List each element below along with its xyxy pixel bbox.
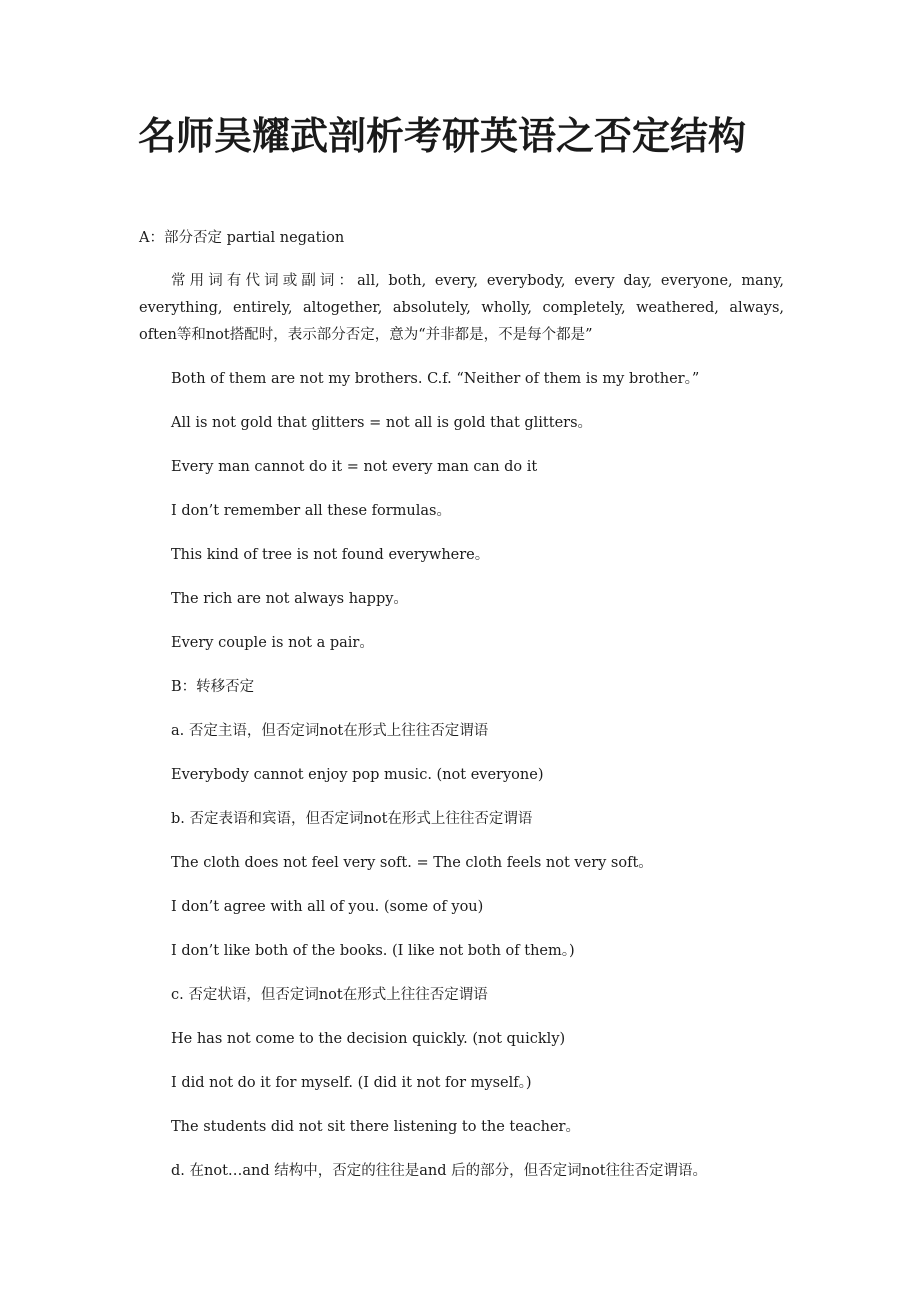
example-line: He has not come to the decision quickly. (not quickly) — [171, 1031, 566, 1047]
section-b-heading: B：转移否定 — [171, 679, 255, 695]
example-line: The cloth does not feel very soft. = The cloth feels not very soft。 — [171, 855, 653, 871]
example-line: Everybody cannot enjoy pop music. (not everyone) — [171, 767, 544, 783]
subsection-heading: a. 否定主语，但否定词not在形式上往往否定谓语 — [171, 723, 489, 739]
example-line: This kind of tree is not found everywhere。 — [171, 547, 490, 563]
section-a-heading: A：部分否定 partial negation — [139, 230, 345, 246]
example-line: Both of them are not my brothers. C.f. “Neither of them is my brother。” — [171, 371, 700, 387]
example-line: I did not do it for myself. (I did it not for myself。) — [171, 1075, 532, 1091]
example-line: I don’t agree with all of you. (some of you) — [171, 899, 484, 915]
example-line: Every couple is not a pair。 — [171, 635, 374, 651]
example-line: The rich are not always happy。 — [171, 591, 408, 607]
subsection-heading: c. 否定状语，但否定词not在形式上往往否定谓语 — [171, 987, 488, 1003]
section-a-intro: 常用词有代词或副词：all, both, every, everybody, every day, everyone, many, everything, entirely, altogether, absolutely, wholly, completely, weathered, always, often等和not搭配时，表示部分否定，意为“并非都是，不是每个都是” — [139, 273, 784, 343]
subsection-heading: d. 在not…and 结构中，否定的往往是and 后的部分，但否定词not往往否定谓语。 — [171, 1163, 708, 1179]
example-line: The students did not sit there listening to the teacher。 — [171, 1119, 580, 1135]
example-line: Every man cannot do it = not every man can do it — [171, 459, 538, 475]
subsection-heading: b. 否定表语和宾语，但否定词not在形式上往往否定谓语 — [171, 811, 533, 827]
example-line: I don’t like both of the books. (I like not both of them。) — [171, 943, 575, 959]
example-line: I don’t remember all these formulas。 — [171, 503, 451, 519]
example-line: All is not gold that glitters = not all is gold that glitters。 — [171, 415, 593, 431]
page-title: 名师吴耀武剖析考研英语之否定结构 — [138, 113, 747, 158]
